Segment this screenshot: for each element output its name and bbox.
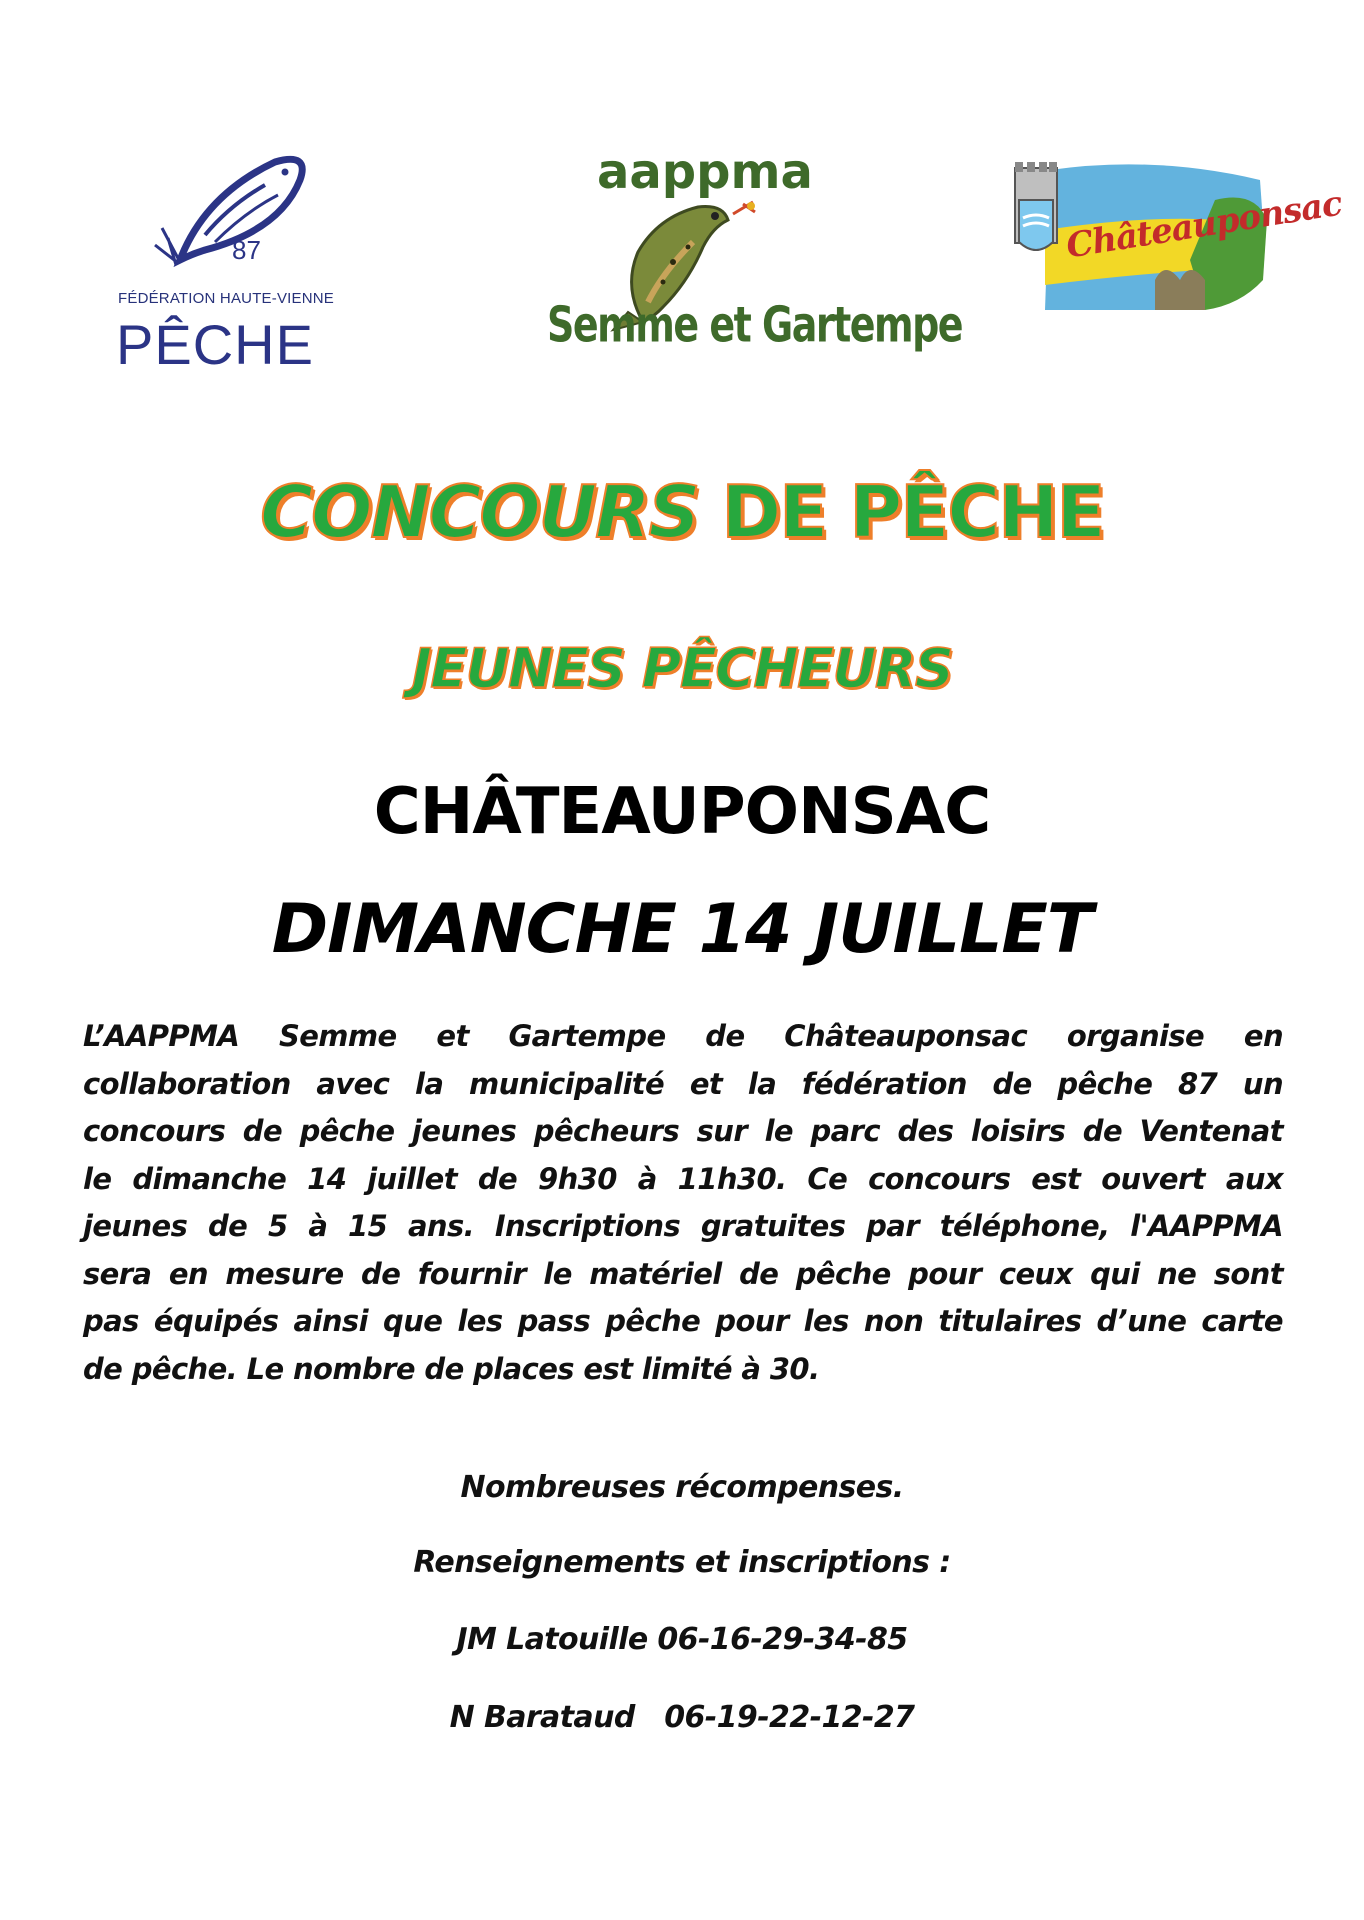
town-logo [1005,160,1345,315]
federation-subtitle: FÉDÉRATION HAUTE-VIENNE [118,290,335,307]
body-line: de pêche. Le nombre de places est limité à 30. [83,1351,820,1386]
main-title-part1: CONCOURS [260,470,699,554]
aappma-top-text: aappma [597,144,813,200]
body-line: L’AAPPMA Semme et Gartempe de Châteauponsac organise en [83,1019,1283,1053]
body-line: pas équipés ainsi que les pass pêche pour les non titulaires d’une carte [83,1304,1283,1338]
body-line: collaboration avec la municipalité et la fédération de pêche 87 un [83,1066,1283,1101]
body-line: jeunes de 5 à 15 ans. Inscriptions gratuites par téléphone, l'AAPPMA [83,1209,1283,1243]
town-heading: CHÂTEAUPONSAC [373,775,991,849]
federation-title: PÊCHE [116,313,314,376]
main-title-part2: DE PÊCHE [698,470,1104,554]
body-paragraph [83,1013,1283,1393]
aappma-logo [535,144,963,390]
federation-logo [110,150,335,385]
rewards-text: Nombreuses récompenses. [460,1470,904,1505]
body-line: sera en mesure de fournir le matériel de pêche pour ceux qui ne sont [83,1256,1283,1291]
body-line: le dimanche 14 juillet de 9h30 à 11h30. Ce concours est ouvert aux [83,1161,1283,1196]
body-line: concours de pêche jeunes pêcheurs sur le parc des loisirs de Ventenat [83,1114,1283,1148]
date-heading: DIMANCHE 14 JUILLET [271,890,1093,969]
contact-line-1: JM Latouille 06-16-29-34-85 [456,1622,908,1657]
info-label: Renseignements et inscriptions : [413,1545,951,1580]
subtitle: JEUNES PÊCHEURS [411,637,953,700]
town-logo-word: Châteauponsac [1063,183,1345,267]
aappma-bottom-text: Semme et Gartempe [547,296,963,354]
contact-line-2: N Barataud 06-19-22-12-27 [449,1700,915,1735]
main-title [0,470,1364,554]
federation-number: 87 [232,235,261,265]
fish-icon [110,150,320,290]
